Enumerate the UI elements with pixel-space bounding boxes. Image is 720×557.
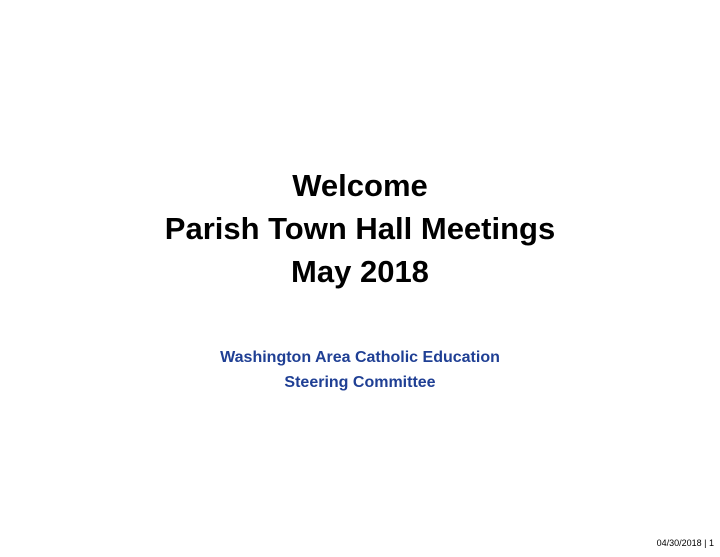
- title-line-event: Parish Town Hall Meetings: [164, 211, 556, 246]
- slide-subtitle: [0, 345, 720, 395]
- slide-title: [0, 164, 720, 293]
- title-line-welcome: Welcome: [292, 168, 428, 203]
- subtitle-line-committee: Steering Committee: [284, 374, 436, 391]
- title-line-date: May 2018: [291, 254, 429, 289]
- slide-footer-date-page: 04/30/2018 | 1: [656, 538, 714, 548]
- subtitle-line-organization: Washington Area Catholic Education: [220, 349, 500, 366]
